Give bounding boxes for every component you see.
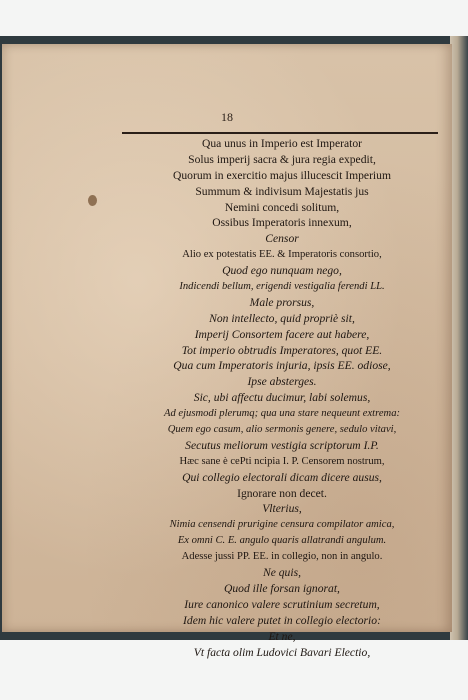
text-line: Secutus meliorum vestigia scriptorum I.P. xyxy=(185,438,379,452)
text-line: Censor xyxy=(265,232,299,246)
text-line: Ipse absterges. xyxy=(247,375,317,389)
text-line: Vt facta olim Ludovici Bavari Electio, xyxy=(193,645,371,659)
text-line: Hæc sane è cePti ncipia I. P. Censorem nostrum, xyxy=(179,455,385,467)
text-line: Nimia censendi prurigine censura compilator amica, xyxy=(169,519,395,531)
book-page xyxy=(2,44,452,659)
text-line: Alio ex potestatis EE. & Imperatoris consortio, xyxy=(182,249,382,261)
text-line: Adesse jussi PP. EE. in collegio, non in angulo. xyxy=(181,551,383,563)
text-line: Non intellecto, quid propriè sit, xyxy=(209,311,355,325)
text-line: Qua cum Imperatoris injuria, ipsis EE. odiose, xyxy=(173,359,391,373)
text-line: Ad ejusmodi plerumq; qua una stare nequeunt extrema: xyxy=(163,408,401,420)
text-line: Nemini concedi solitum, xyxy=(224,200,340,214)
text-line: Idem hic valere putet in collegio electorio: xyxy=(183,613,381,627)
header-rule xyxy=(122,132,438,134)
text-line: Tot imperio obtrudis Imperatores, quot EE. xyxy=(181,343,383,357)
text-line: Ex omni C. E. angulo quaris allatrandi angulum. xyxy=(177,535,387,547)
text-line: Imperij Consortem facere aut habere, xyxy=(194,327,370,341)
text-line: Quod ille forsan ignorat, xyxy=(224,581,340,595)
text-line: Ignorare non decet. xyxy=(237,486,327,500)
ink-stain xyxy=(88,195,97,206)
text-line: Iure canonico valere scrutinium secretum, xyxy=(184,597,380,611)
text-line: Male prorsus, xyxy=(249,295,315,309)
text-line: Ne quis, xyxy=(262,566,301,580)
text-block xyxy=(132,136,432,660)
text-line: Et ne, xyxy=(268,629,296,643)
text-line: Quem ego casum, alio sermonis genere, sedulo vitavi, xyxy=(167,424,397,436)
text-line: Quod ego nunquam nego, xyxy=(222,264,342,278)
text-line: Summum & indivisum Majestatis jus xyxy=(195,184,369,198)
text-line: Solus imperij sacra & jura regia expedit, xyxy=(188,152,376,166)
page-edges xyxy=(450,36,468,640)
text-line: Qua unus in Imperio est Imperator xyxy=(201,137,362,150)
text-line: Qui collegio electorali dicam dicere ausus, xyxy=(182,470,382,484)
text-line: Ossibus Imperatoris innexum, xyxy=(212,216,352,230)
text-line: Indicendi bellum, erigendi vestigalia ferendi LL. xyxy=(179,281,385,293)
text-line: Sic, ubi affectu ducimur, labi solemus, xyxy=(193,391,371,405)
page-number: 18 xyxy=(221,110,233,124)
text-line: Quorum in exercitio majus illucescit Imperium xyxy=(173,168,391,182)
text-line: Vlterius, xyxy=(262,502,302,516)
